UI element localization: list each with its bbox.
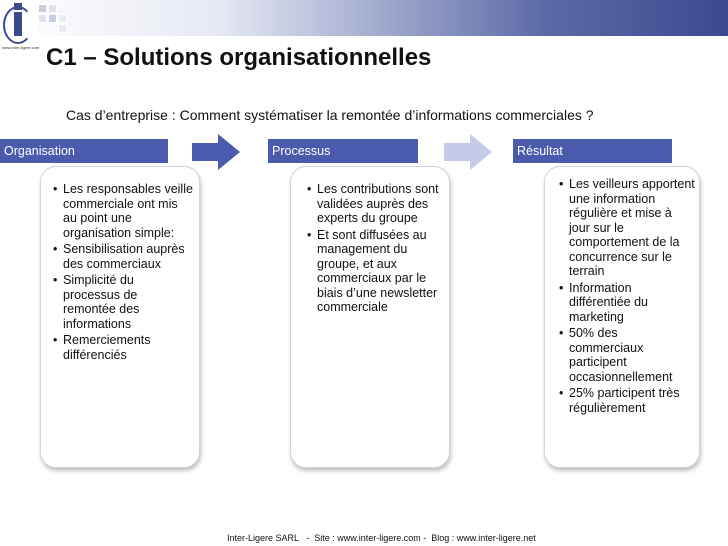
list-item: • 50% des commerciaux participent occasionnellement — [559, 326, 695, 384]
header-organisation-label: Organisation — [4, 144, 75, 158]
logo-dot-shape — [14, 3, 22, 10]
list-item: • Et sont diffusées au management du groupe, et aux commerciaux par le biais d’une newsletter commerciale — [307, 228, 445, 315]
arrow-right-light-icon — [444, 134, 492, 170]
bullet-list-organisation — [53, 182, 193, 362]
list-item: • 25% participent très régulièrement — [559, 386, 695, 415]
header-resultat — [513, 139, 672, 163]
header-processus — [268, 139, 418, 163]
list-item: • Remerciements différenciés — [53, 333, 193, 362]
list-item: • Les responsables veille commerciale ont mis au point une organisation simple: — [53, 182, 193, 240]
list-item: • Les veilleurs apportent une information régulière et mise à jour sur le comportement de la concurrence sur le terrain — [559, 177, 695, 279]
header-organisation — [0, 139, 168, 163]
top-banner — [0, 0, 728, 36]
card-organisation — [40, 166, 200, 468]
list-item: • Les contributions sont validées auprès des experts du groupe — [307, 182, 445, 226]
bullet-list-processus — [307, 182, 445, 315]
card-processus — [290, 166, 450, 468]
list-item: • Simplicité du processus de remontée des informations — [53, 273, 193, 331]
header-processus-label: Processus — [272, 144, 331, 158]
card-resultat — [544, 166, 700, 468]
slide-subtitle: Cas d’entreprise : Comment systématiser la remontée d’informations commerciales ? — [66, 107, 594, 123]
logo-caption: www.inter-ligere.com — [2, 45, 40, 50]
decor-square — [48, 4, 57, 13]
header-resultat-label: Résultat — [517, 144, 563, 158]
decor-square — [48, 14, 57, 23]
footer-text: Inter-Ligere SARL - Site : www.inter-ligere.com - Blog : www.inter-ligere.net — [227, 533, 536, 543]
decor-square — [58, 14, 67, 23]
decor-square — [58, 24, 67, 33]
slide-title: C1 – Solutions organisationnelles — [46, 44, 432, 71]
arrow-right-icon — [192, 134, 240, 170]
decor-square — [38, 4, 47, 13]
decor-square — [38, 14, 47, 23]
bullet-list-resultat — [559, 177, 695, 415]
company-logo — [0, 0, 38, 58]
list-item: • Sensibilisation auprès des commerciaux — [53, 242, 193, 271]
logo-i-shape — [14, 12, 22, 36]
list-item: • Information différentiée du marketing — [559, 281, 695, 325]
